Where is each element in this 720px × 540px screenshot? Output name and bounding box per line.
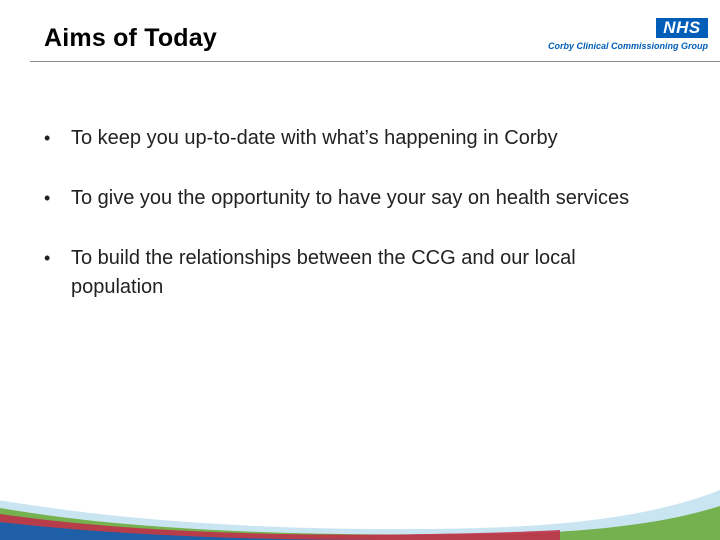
bullet-item bbox=[44, 244, 664, 302]
bullet-item bbox=[44, 124, 664, 153]
title-divider bbox=[30, 61, 720, 62]
slide-title: Aims of Today bbox=[44, 24, 217, 52]
bullet-item bbox=[44, 184, 664, 213]
bullet-marker: • bbox=[44, 188, 51, 208]
bullet-text: To keep you up-to-date with what’s happening in Corby bbox=[71, 127, 558, 149]
bullet-marker: • bbox=[44, 128, 51, 148]
organisation-name: Corby Clinical Commissioning Group bbox=[547, 41, 708, 51]
bullet-text: To build the relationships between the CCG and our local population bbox=[71, 247, 576, 298]
nhs-logo bbox=[508, 18, 708, 58]
nhs-mark: NHS bbox=[656, 18, 708, 38]
bullet-marker: • bbox=[44, 248, 51, 268]
footer-wave-graphic bbox=[0, 470, 720, 540]
bullet-list bbox=[44, 124, 664, 333]
bullet-text: To give you the opportunity to have your say on health services bbox=[71, 187, 630, 209]
